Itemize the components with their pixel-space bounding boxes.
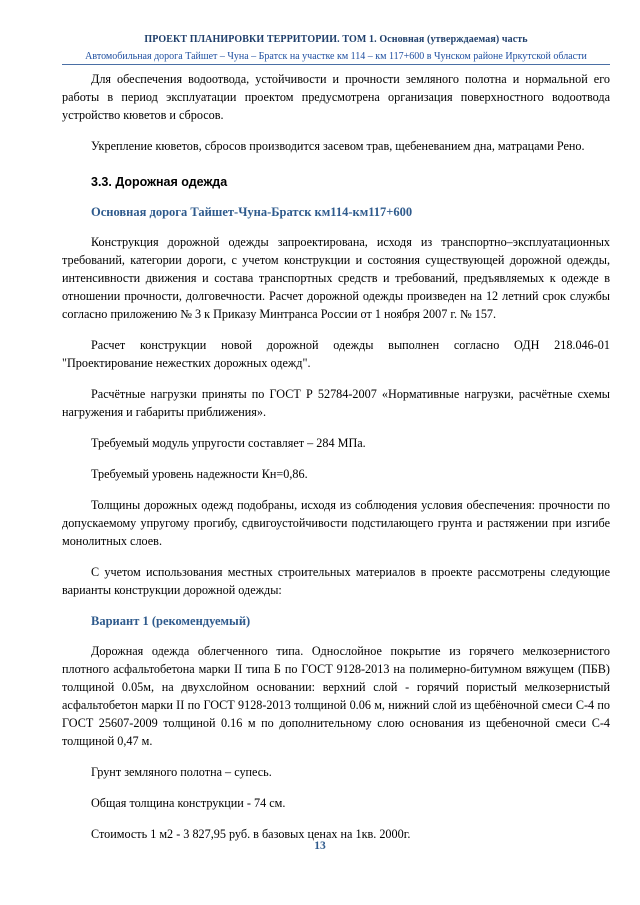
document-body	[62, 70, 610, 856]
paragraph-design: Конструкция дорожной одежды запроектирована, исходя из транспортно–эксплуатационных требований, категории дороги, с учетом конструкции и состояния существующей дорожной одежды, интенсивности движения и состава транспортных средств и требований, предъявляемых к одежде в отношении прочности, долговечности. Расчет дорожной одежды произведен на 12 летний срок службы согласно приложению № 3 к Приказу Минтранса России от 1 ноября 2007 г. № 157.	[62, 235, 610, 321]
header-title: ПРОЕКТ ПЛАНИРОВКИ ТЕРРИТОРИИ. ТОМ 1. Основная (утверждаемая) часть	[144, 34, 528, 45]
page-number: 13	[314, 840, 326, 852]
paragraph-variant-description: Дорожная одежда облегченного типа. Однослойное покрытие из горячего мелкозернистого плотного асфальтобетона марки II типа Б по ГОСТ 9128-2013 на полимерно-битумном вяжущем (ПБВ) толщиной 0.05м, на двухслойном основании: верхний слой - горячий пористый мелкозернистый асфальтобетон марки II по ГОСТ 9128-2013 толщиной 0.06 м, нижний слой из щебёночной смеси С-4 по ГОСТ 25607-2009 толщиной 0.16 м по дополнительному слою основания из щебеночной смеси С-4 толщиной 0,47 м.	[62, 644, 610, 748]
paragraph-modulus: Требуемый модуль упругости составляет – 284 МПа.	[91, 436, 366, 450]
paragraph-ditch-reinforcement: Укрепление кюветов, сбросов производится засевом трав, щебеневанием дна, матрацами Рено.	[91, 139, 585, 153]
paragraph-thickness: Толщины дорожных одежд подобраны, исходя из соблюдения условия обеспечения: прочности по допускаемому упругому прогибу, сдвигоустойчивости подстилающего грунта и растяжении при изгибе монолитных слоев.	[62, 498, 610, 548]
variant-heading: Вариант 1 (рекомендуемый)	[91, 614, 251, 628]
paragraph-loads: Расчётные нагрузки приняты по ГОСТ Р 52784-2007 «Нормативные нагрузки, расчётные схемы нагружения и габариты приближения».	[62, 387, 610, 419]
paragraph-calculation: Расчет конструкции новой дорожной одежды выполнен согласно ОДН 218.046-01 "Проектирование нежестких дорожных одежд".	[62, 338, 610, 370]
paragraph-variants: С учетом использования местных строительных материалов в проекте рассмотрены следующие варианты конструкции дорожной одежды:	[62, 565, 610, 597]
paragraph-cost: Стоимость 1 м2 - 3 827,95 руб. в базовых ценах на 1кв. 2000г.	[91, 827, 411, 841]
page-header	[62, 34, 610, 65]
subsection-heading: Основная дорога Тайшет-Чуна-Братск км114-км117+600	[91, 205, 413, 219]
section-heading: 3.3. Дорожная одежда	[91, 175, 228, 189]
paragraph-drainage: Для обеспечения водоотвода, устойчивости и прочности земляного полотна и нормальной его работы в период эксплуатации проектом предусмотрена организация поверхностного водоотвода устройство кюветов и сбросов.	[62, 72, 610, 122]
paragraph-soil: Грунт земляного полотна – супесь.	[91, 765, 272, 779]
paragraph-total-thickness: Общая толщина конструкции - 74 см.	[91, 796, 286, 810]
header-subtitle: Автомобильная дорога Тайшет – Чуна – Братск на участке км 114 – км 117+600 в Чунском районе Иркутской области	[62, 51, 610, 65]
paragraph-reliability: Требуемый уровень надежности Кн=0,86.	[91, 467, 308, 481]
